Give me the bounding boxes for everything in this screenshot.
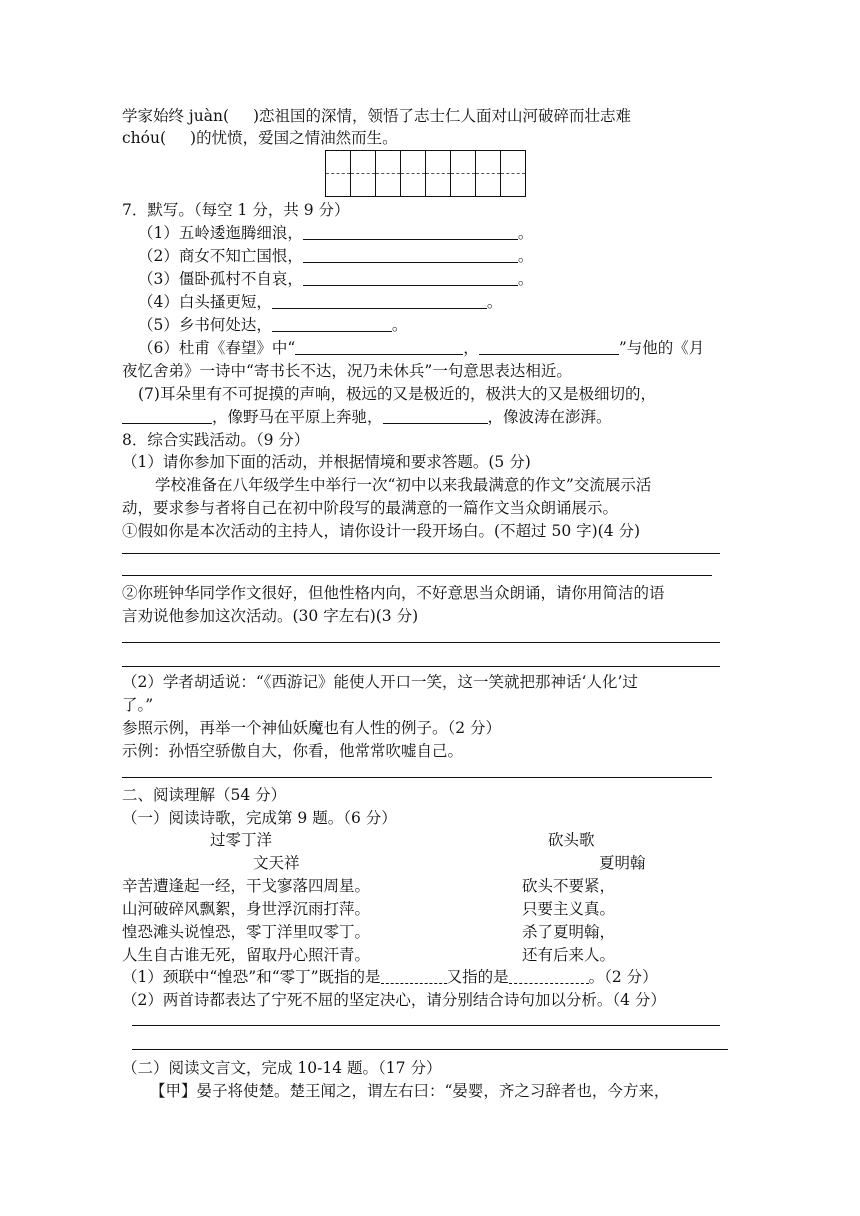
classical-text-jia: 【甲】晏子将使楚。楚王闻之，谓左右曰：“晏婴，齐之习辞者也，今方来， [150, 1082, 670, 1100]
poem-1-line: 人生自古谁无死，留取丹心照汗青。 [122, 946, 371, 964]
q8-sub2-b: 言劝说他参加这次活动。(30 字左右)(3 分) [122, 607, 419, 625]
answer-blank[interactable] [509, 968, 589, 984]
q7-title: 7．默写。（每空 1 分，共 9 分） [122, 201, 350, 219]
poem-1-title: 过零丁洋 [210, 831, 273, 849]
q7-item-2: （2）商女不知亡国恨， 。 [138, 247, 534, 265]
answer-line[interactable] [122, 777, 712, 778]
q8-part2-a: （2）学者胡适说：“《西游记》能使人开口一笑，这一笑就把那神话‘人化’过 [122, 673, 638, 691]
q8-part1: （1）请你参加下面的活动，并根据情境和要求答题。(5 分) [122, 453, 531, 471]
q8-part2-b: 了。” [122, 696, 154, 714]
poem-2-line: 还有后来人。 [522, 946, 616, 964]
poem-q2: （2）两首诗都表达了宁死不屈的坚定决心，请分别结合诗句加以分析。（4 分） [122, 991, 666, 1009]
q6-line1: 学家始终 juàn( )恋祖国的深情，领悟了志士仁人面对山河破碎而壮志难 [122, 107, 632, 125]
q8-context-1: 学校准备在八年级学生中举行一次“初中以来我最满意的作文”交流展示活 [155, 476, 652, 494]
q7-item-7: (7)耳朵里有不可捉摸的声响，极远的又是极近的，极洪大的又是极细切的， [138, 385, 656, 403]
q8-context-2: 动，要求参与者将自己在初中阶段写的最满意的一篇作文当众朗诵展示。 [122, 499, 619, 517]
q7-item-5: （5）乡书何处达， 。 [138, 316, 408, 334]
answer-line[interactable] [122, 666, 720, 667]
poem-2-title: 砍头歌 [548, 831, 595, 849]
poem-2-line: 只要主义真。 [522, 900, 616, 918]
q8-title: 8．综合实践活动。（9 分） [122, 431, 310, 449]
answer-blank[interactable] [272, 316, 392, 332]
answer-blank[interactable] [381, 968, 447, 984]
answer-line[interactable] [122, 642, 720, 643]
q8-part2-c: 参照示例，再举一个神仙妖魔也有人性的例子。（2 分） [122, 719, 502, 737]
answer-blank[interactable] [122, 408, 212, 424]
q7-item-7-cont: ，像野马在平原上奔驰， ，像波涛在澎湃。 [122, 407, 612, 427]
poem-1-author: 文天祥 [253, 854, 300, 872]
q7-item-1: （1）五岭逶迤腾细浪， 。 [138, 224, 534, 242]
q8-sub1: ①假如你是本次活动的主持人，请你设计一段开场白。(不超过 50 字)(4 分) [122, 522, 641, 540]
answer-blank[interactable] [479, 339, 619, 355]
q6-line2: chóu( )的忧愤，爱国之情油然而生。 [122, 129, 398, 147]
poem-2-line: 砍头不要紧， [522, 877, 616, 895]
answer-blank[interactable] [303, 224, 518, 240]
answer-line[interactable] [132, 1025, 720, 1026]
answer-blank[interactable] [303, 247, 518, 263]
section-2-title: 二、阅读理解（54 分） [122, 786, 287, 804]
answer-line[interactable] [122, 575, 712, 576]
part-1-title: （一）阅读诗歌，完成第 9 题。（6 分） [122, 809, 397, 827]
answer-blank[interactable] [272, 293, 487, 309]
poem-1-line: 惶恐滩头说惶恐，零丁洋里叹零丁。 [122, 923, 371, 941]
writing-grid [325, 150, 526, 197]
q7-item-6: （6）杜甫《春望》中“ ， ”与他的《月 [138, 339, 705, 357]
part-2-title: （二）阅读文言文，完成 10-14 题。（17 分） [122, 1059, 442, 1077]
answer-blank[interactable] [303, 270, 518, 286]
q8-example: 示例：孙悟空骄傲自大，你看，他常常吹嘘自己。 [122, 742, 464, 760]
poem-q1: （1）颈联中“惶恐”和“零丁”既指的是 又指的是 。（2 分） [122, 968, 658, 986]
poem-1-line: 辛苦遭逢起一经，干戈寥落四周星。 [122, 877, 371, 895]
answer-blank[interactable] [295, 339, 463, 355]
answer-line[interactable] [132, 1049, 728, 1050]
poem-2-line: 杀了夏明翰， [522, 923, 616, 941]
poem-1-line: 山河破碎风飘絮，身世浮沉雨打萍。 [122, 900, 371, 918]
answer-blank[interactable] [383, 408, 488, 424]
q7-item-3: （3）僵卧孤村不自哀， 。 [138, 270, 534, 288]
answer-line[interactable] [122, 553, 720, 554]
q7-item-4: （4）白头搔更短， 。 [138, 293, 503, 311]
q8-sub2-a: ②你班钟华同学作文很好，但他性格内向，不好意思当众朗诵，请你用简洁的语 [122, 584, 665, 602]
poem-2-author: 夏明翰 [599, 854, 646, 872]
q7-item-6-cont: 夜忆舍弟》一诗中“寄书长不达，况乃未休兵”一句意思表达相近。 [122, 362, 572, 380]
